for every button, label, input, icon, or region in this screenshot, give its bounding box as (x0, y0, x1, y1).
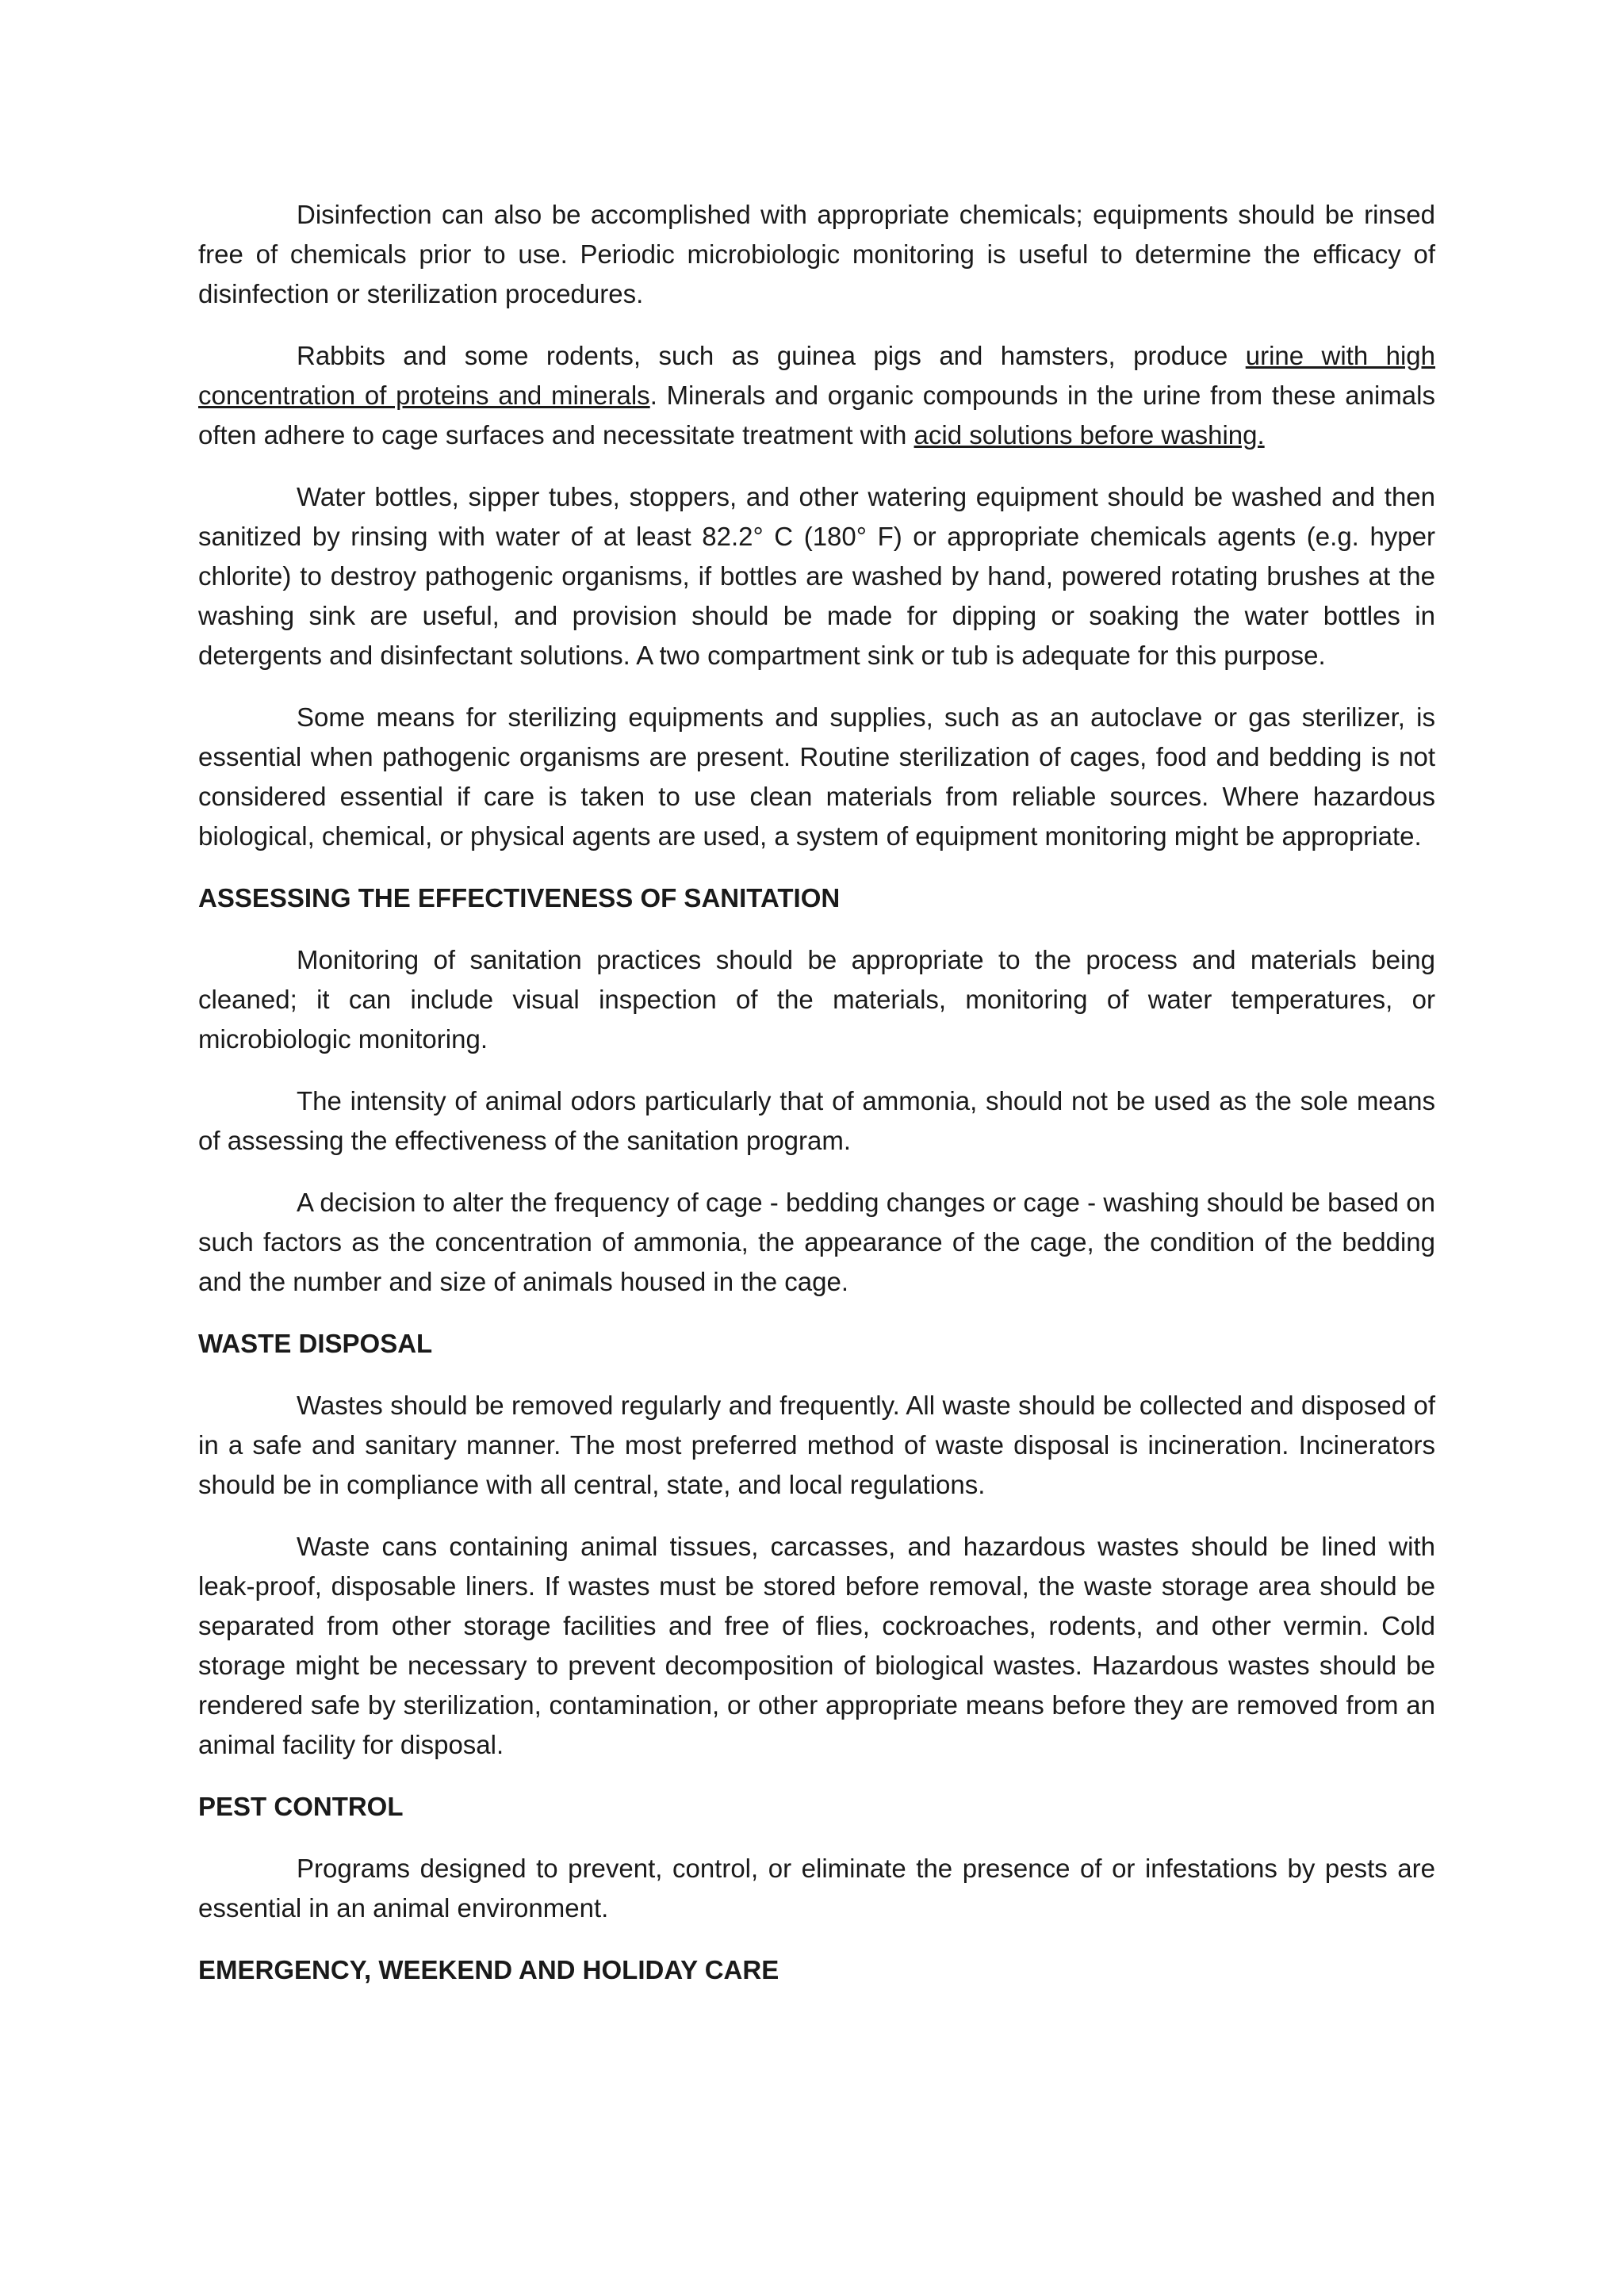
section-heading (198, 1950, 1435, 1990)
section-heading (198, 1324, 1435, 1364)
text-segment: Monitoring of sanitation practices should be appropriate to the process and materials being cleaned; it can include visual inspection of the materials, monitoring of water temperatures, or microbiologic monitoring. (198, 945, 1435, 1054)
body-paragraph (198, 1081, 1435, 1161)
text-segment: PEST CONTROL (198, 1792, 404, 1821)
body-paragraph (198, 477, 1435, 675)
text-segment: Rabbits and some rodents, such as guinea pigs and hamsters, produce (297, 341, 1246, 370)
section-heading (198, 1787, 1435, 1827)
text-segment: Some means for sterilizing equipments and supplies, such as an autoclave or gas sterilizer, is essential when pathogenic organisms are present. Routine sterilization of cages, food and bedding is not considered essential if care is taken to use clean materials from reliable sources. Where hazardous biological, chemical, or physical agents are used, a system of equipment monitoring might be appropriate. (198, 702, 1435, 851)
body-paragraph (198, 195, 1435, 314)
text-segment: A decision to alter the frequency of cage - bedding changes or cage - washing should be based on such factors as the concentration of ammonia, the appearance of the cage, the condition of the bedding and the number and size of animals housed in the cage. (198, 1188, 1435, 1296)
body-paragraph (198, 1527, 1435, 1765)
text-segment: Water bottles, sipper tubes, stoppers, and other watering equipment should be washed and then sanitized by rinsing with water of at least 82.2° C (180° F) or appropriate chemicals agents (e.g. hyper chlorite) to destroy pathogenic organisms, if bottles are washed by hand, powered rotating brushes at the washing sink are useful, and provision should be made for dipping or soaking the water bottles in detergents and disinfectant solutions. A two compartment sink or tub is adequate for this purpose. (198, 482, 1435, 670)
text-segment: WASTE DISPOSAL (198, 1329, 433, 1358)
text-segment: Programs designed to prevent, control, or eliminate the presence of or infestations by pests are essential in an animal environment. (198, 1854, 1435, 1923)
section-heading (198, 878, 1435, 918)
underlined-text: urine with high concentration of proteins and minerals (198, 341, 1436, 410)
body-paragraph (198, 698, 1435, 856)
text-segment: EMERGENCY, WEEKEND AND HOLIDAY CARE (198, 1955, 779, 1984)
text-segment: Waste cans containing animal tissues, carcasses, and hazardous wastes should be lined with leak-proof, disposable liners. If wastes must be stored before removal, the waste storage area should be separated from other storage facilities and free of flies, cockroaches, rodents, and other vermin. Cold storage might be necessary to prevent decomposition of biological wastes. Hazardous wastes should be rendered safe by sterilization, contamination, or other appropriate means before they are removed from an animal facility for disposal. (198, 1532, 1435, 1759)
document-page (198, 195, 1435, 2012)
underlined-text: acid solutions before washing. (914, 420, 1265, 450)
text-segment: . Minerals and organic compounds in the urine from these animals often adhere to cage surfaces and necessitate treatment with (198, 381, 1435, 450)
body-paragraph (198, 1849, 1435, 1928)
text-segment: ASSESSING THE EFFECTIVENESS OF SANITATION (198, 883, 841, 913)
body-paragraph (198, 1183, 1435, 1302)
body-paragraph (198, 336, 1435, 455)
text-segment: The intensity of animal odors particularly that of ammonia, should not be used as the sole means of assessing the effectiveness of the sanitation program. (198, 1086, 1435, 1155)
text-segment: Wastes should be removed regularly and frequently. All waste should be collected and disposed of in a safe and sanitary manner. The most preferred method of waste disposal is incineration. Incinerators should be in compliance with all central, state, and local regulations. (198, 1391, 1435, 1499)
body-paragraph (198, 940, 1435, 1059)
body-paragraph (198, 1386, 1435, 1505)
text-segment: Disinfection can also be accomplished with appropriate chemicals; equipments should be rinsed free of chemicals prior to use. Periodic microbiologic monitoring is useful to determine the efficacy of disinfection or sterilization procedures. (198, 200, 1435, 308)
